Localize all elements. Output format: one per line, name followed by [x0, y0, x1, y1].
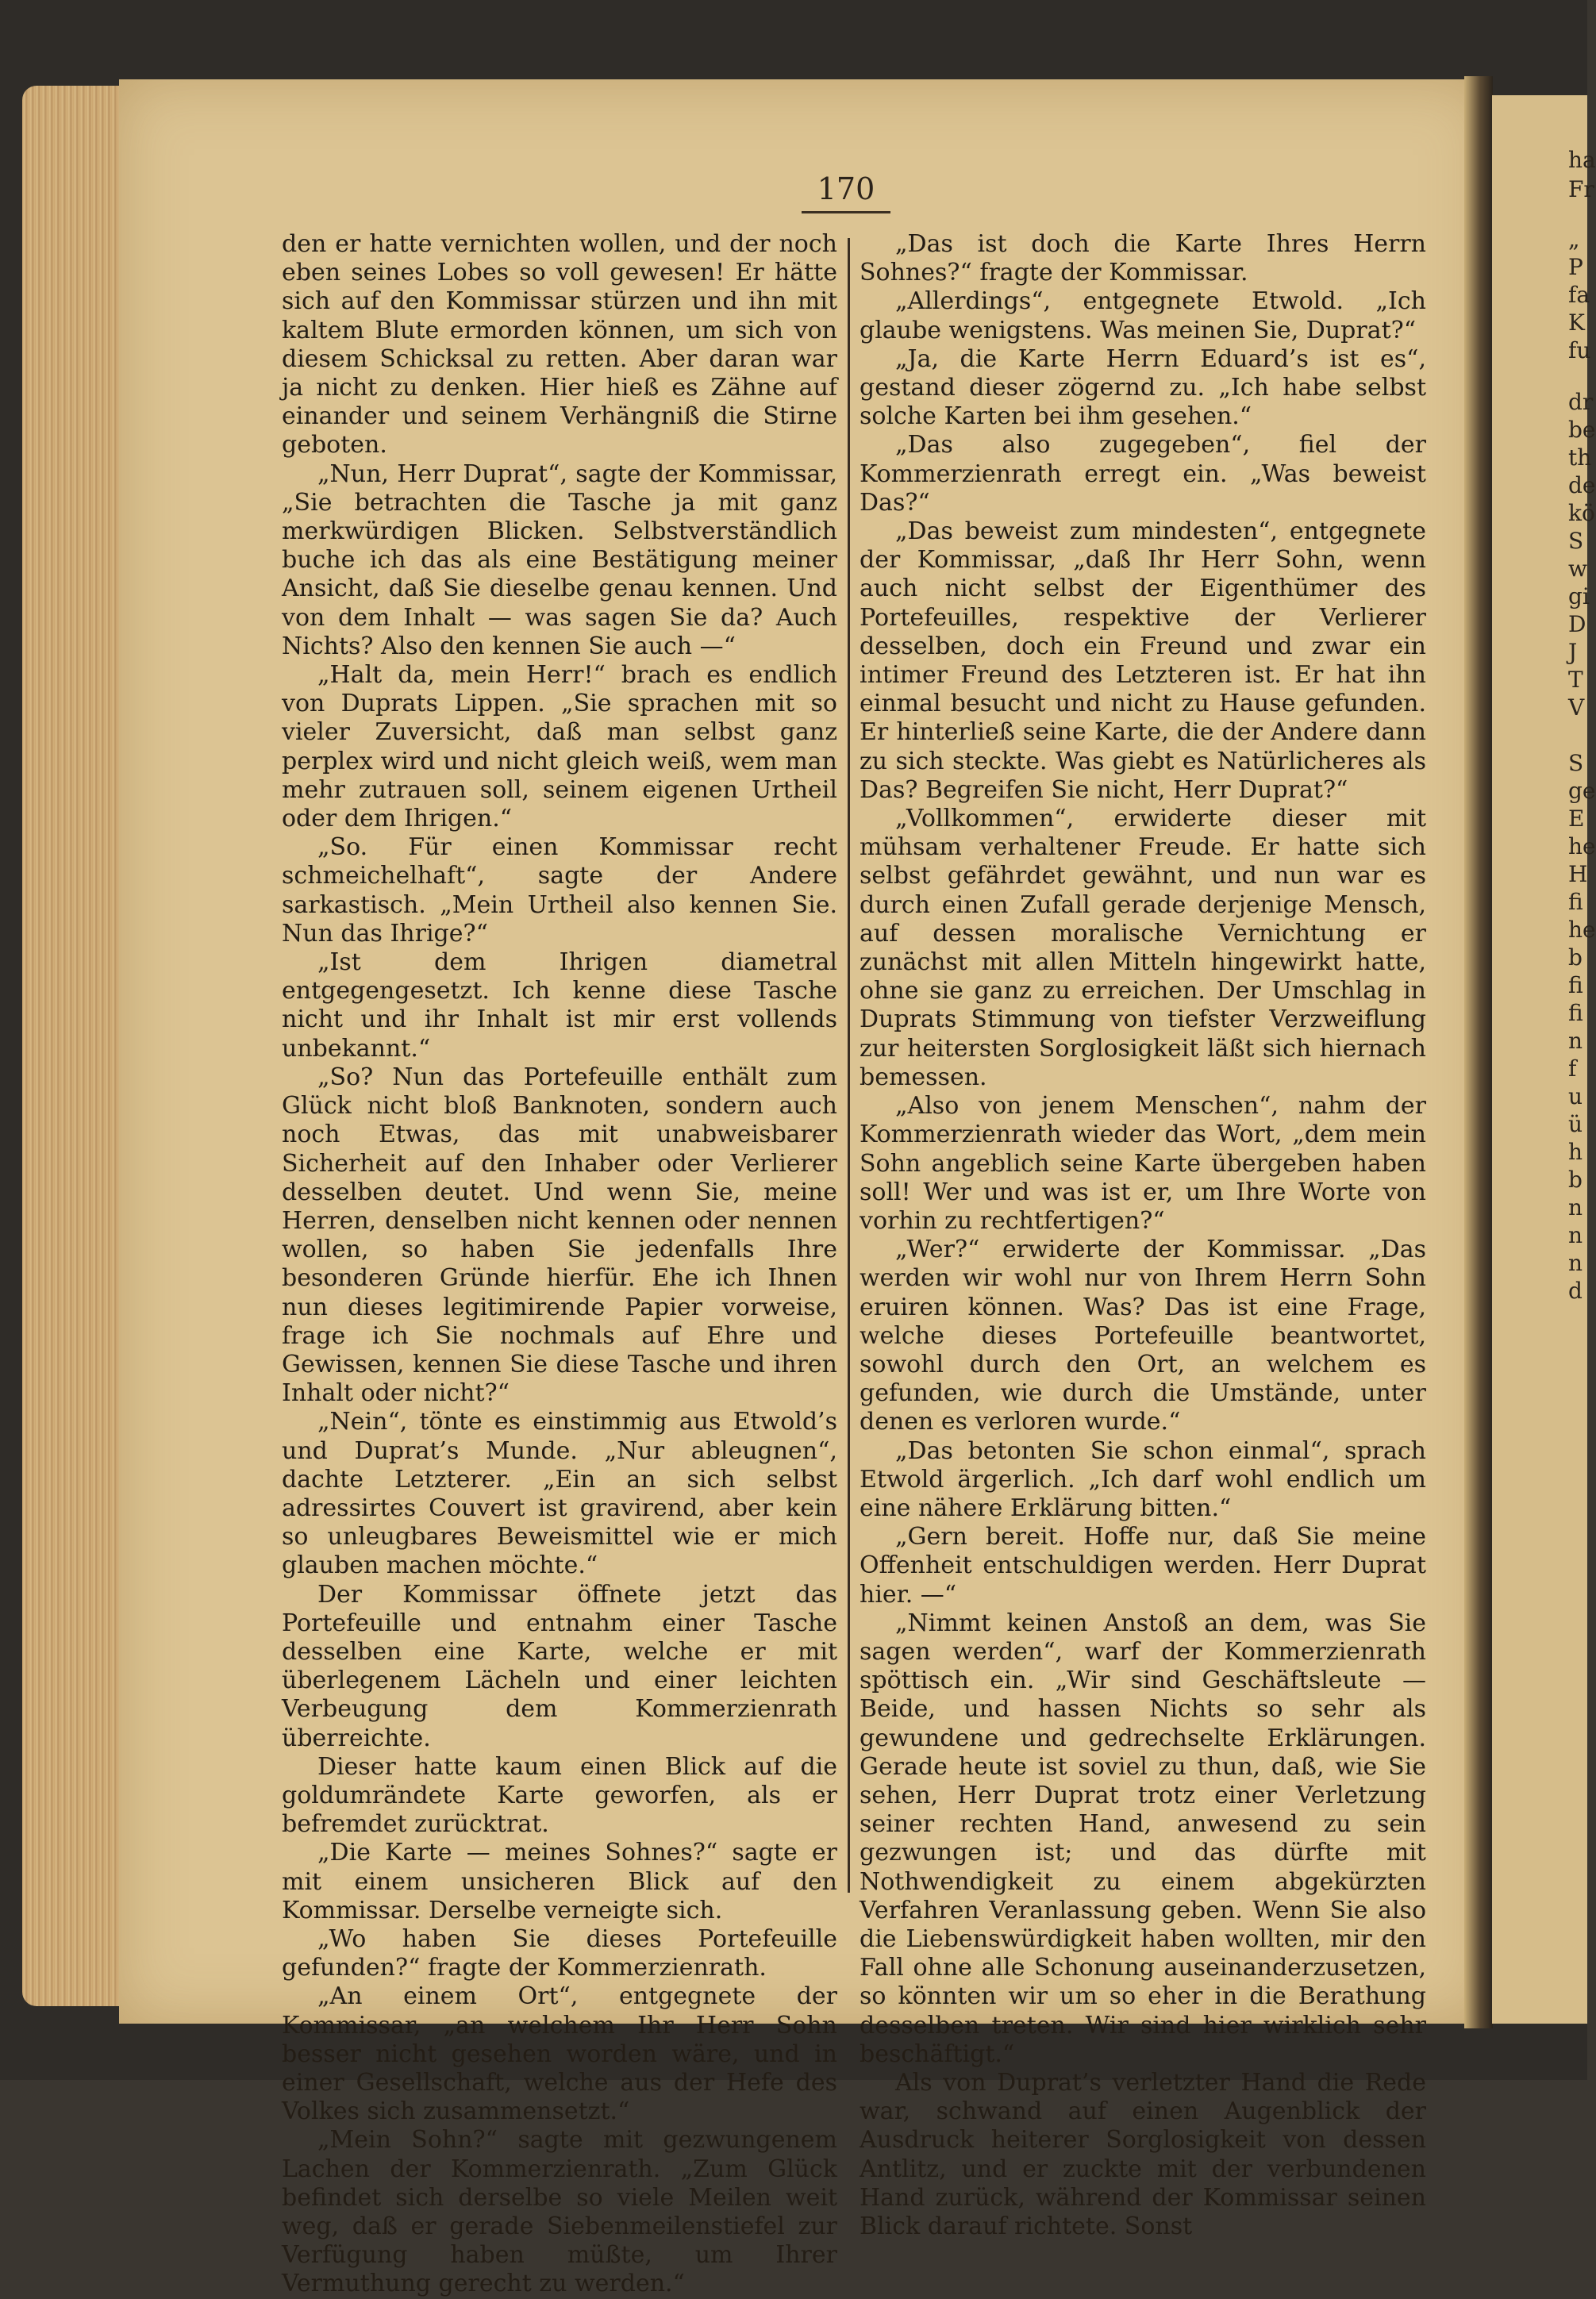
- next-page-text-fragment: n: [1568, 1222, 1583, 1248]
- next-page-text-fragment: n: [1568, 1028, 1583, 1054]
- paragraph: Der Kommissar öffnete jetzt das Portefeuille und entnahm einer Tasche desselben eine Karte, welche er mit überlegenem Lächeln und einer leichten Verbeugung dem Kommerzienrath überreichte.: [282, 1580, 837, 1752]
- next-page-text-fragment: d: [1568, 1278, 1583, 1304]
- next-page-text-fragment: ü: [1568, 1111, 1583, 1137]
- next-page-text-fragment: D: [1568, 611, 1586, 637]
- paragraph: „Ja, die Karte Herrn Eduard’s ist es“, gestand dieser zögernd zu. „Ich habe selbst solche Karten bei ihm gesehen.“: [860, 344, 1426, 431]
- column-divider: [848, 238, 850, 1893]
- next-page-text-fragment: u: [1568, 1083, 1583, 1109]
- paragraph: „Nein“, tönte es einstimmig aus Etwold’s und Duprat’s Munde. „Nur ableugnen“, dachte Letzterer. „Ein an sich selbst adressirtes Couvert ist gravirend, aber kein so unleugbares Beweismittel wie er mich glauben machen möchte.“: [282, 1408, 837, 1580]
- next-page-text-fragment: h: [1568, 1139, 1583, 1165]
- paragraph: Als von Duprat’s verletzter Hand die Rede war, schwand auf einen Augenblick der Ausdruck heiterer Sorglosigkeit von dessen Antlitz, und er zuckte mit der verbundenen Hand zurück, während der Kommissar seinen Blick darauf richtete. Sonst: [860, 2069, 1426, 2241]
- next-page-text-fragment: de: [1568, 472, 1596, 498]
- next-page-text-fragment: „: [1568, 226, 1580, 252]
- next-page-text-fragment: fu: [1568, 337, 1591, 363]
- paragraph: „So. Für einen Kommissar recht schmeichelhaft“, sagte der Andere sarkastisch. „Mein Urtheil also kennen Sie. Nun das Ihrige?“: [282, 833, 837, 948]
- next-page-text-fragment: K: [1568, 309, 1585, 336]
- next-page-text-fragment: w: [1568, 556, 1587, 582]
- next-page-text-fragment: ha: [1568, 147, 1596, 173]
- next-page-text-fragment: J: [1568, 639, 1578, 665]
- paragraph: „Mein Sohn?“ sagte mit gezwungenem Lachen der Kommerzienrath. „Zum Glück befindet sich derselbe so viele Meilen weit weg, daß er gerade Siebenmeilenstiefel zur Verfügung haben müßte, um Ihrer Vermuthung gerecht zu werden.“: [282, 2126, 837, 2298]
- next-page-text-fragment: fi: [1568, 889, 1583, 915]
- next-page-text-fragment: kö: [1568, 500, 1595, 526]
- paragraph: „Wer?“ erwiderte der Kommissar. „Das werden wir wohl nur von Ihrem Herrn Sohn eruiren können. Was? Das ist eine Frage, welche dieses Portefeuille beantwortet, sowohl durch den Ort, an welchem es gefunden, wie durch die Umstände, unter denen es verloren wurde.“: [860, 1236, 1426, 1436]
- next-page-text-fragment: H: [1568, 861, 1588, 887]
- next-page-text-fragment: n: [1568, 1250, 1583, 1276]
- next-page-text-fragment: f: [1568, 1055, 1577, 1082]
- paragraph: „An einem Ort“, entgegnete der Kommissar, „an welchem Ihr Herr Sohn besser nicht gesehen worden wäre, und in einer Gesellschaft, welche aus der Hefe des Volkes sich zusammensetzt.“: [282, 1982, 837, 2126]
- next-page-text-fragment: b: [1568, 944, 1583, 971]
- paragraph: „Das betonten Sie schon einmal“, sprach Etwold ärgerlich. „Ich darf wohl endlich um eine nähere Erklärung bitten.“: [860, 1436, 1426, 1522]
- next-page-text-fragment: th: [1568, 444, 1592, 471]
- page-number: 170: [802, 167, 890, 213]
- next-page-text-fragment: S: [1568, 750, 1584, 776]
- paragraph: „Die Karte — meines Sohnes?“ sagte er mit einem unsicheren Blick auf den Kommissar. Derselbe verneigte sich.: [282, 1839, 837, 1924]
- paragraph: „Nimmt keinen Anstoß an dem, was Sie sagen werden“, warf der Kommerzienrath spöttisch ein. „Wir sind Geschäftsleute — Beide, und hassen Nichts so sehr als gewundene und gedrechselte Erklärungen. Gerade heute ist soviel zu thun, daß, wie Sie sehen, Herr Duprat trotz einer Verletzung seiner rechten Hand, anwesend zu sein gezwungen ist; und das dürfte mit Nothwendigkeit zu einem abgekürzten Verfahren Veranlassung geben. Wenn Sie also die Liebenswürdigkeit haben wollten, mir den Fall ohne alle Schonung auseinanderzusetzen, so könnten wir um so eher in die Berathung desselben treten. Wir sind hier wirklich sehr beschäftigt.“: [860, 1609, 1426, 2068]
- next-page-text-fragment: P: [1568, 254, 1583, 280]
- next-page-text-fragment: n: [1568, 1194, 1583, 1221]
- next-page-text-fragment: fi: [1568, 972, 1583, 998]
- next-page-text-fragment: E: [1568, 805, 1585, 832]
- paragraph: „Das beweist zum mindesten“, entgegnete der Kommissar, „daß Ihr Herr Sohn, wenn auch nicht selbst der Eigenthümer des Portefeuilles, respektive der Verlierer desselben, doch ein Freund und zwar ein intimer Freund des Letzteren ist. Er hat ihn einmal besucht und nicht zu Hause gefunden. Er hinterließ seine Karte, die der Andere dann zu sich steckte. Was giebt es Natürlicheres als Das? Begreifen Sie nicht, Herr Duprat?“: [860, 517, 1426, 804]
- paragraph: „Also von jenem Menschen“, nahm der Kommerzienrath wieder das Wort, „dem mein Sohn angeblich seine Karte übergeben haben soll! Wer und was ist er, um Ihre Worte von vorhin zu rechtfertigen?“: [860, 1092, 1426, 1235]
- next-page-text-fragment: V: [1568, 694, 1585, 721]
- next-page-edge: [1492, 95, 1596, 2024]
- next-page-text-fragment: fa: [1568, 282, 1590, 308]
- next-page-text-fragment: gi: [1568, 583, 1590, 609]
- paragraph: „Das ist doch die Karte Ihres Herrn Sohnes?“ fragte der Kommissar.: [860, 230, 1426, 287]
- next-page-text-fragment: S: [1568, 528, 1584, 554]
- next-page-text-fragment: dr: [1568, 389, 1594, 415]
- next-page-text-fragment: he: [1568, 917, 1596, 943]
- next-page-text-fragment: T: [1568, 667, 1583, 693]
- left-column: [282, 230, 837, 2299]
- next-page-text-fragment: he: [1568, 833, 1596, 859]
- book-gutter: [1464, 76, 1493, 2028]
- next-page-text-fragment: be: [1568, 417, 1596, 443]
- paragraph: den er hatte vernichten wollen, und der noch eben seines Lobes so voll gewesen! Er hätte sich auf den Kommissar stürzen und ihn mit kaltem Blute ermorden können, um sich von diesem Schicksal zu retten. Aber daran war ja nicht zu denken. Hier hieß es Zähne auf einander und seinem Verhängniß die Stirne geboten.: [282, 230, 837, 459]
- paragraph: „Gern bereit. Hoffe nur, daß Sie meine Offenheit entschuldigen werden. Herr Duprat hier. —“: [860, 1523, 1426, 1609]
- next-page-text-fragment: fi: [1568, 1000, 1583, 1026]
- paragraph: „Nun, Herr Duprat“, sagte der Kommissar, „Sie betrachten die Tasche ja mit ganz merkwürdigen Blicken. Selbstverständlich buche ich das als eine Bestätigung meiner Ansicht, daß Sie dieselbe genau kennen. Und von dem Inhalt — was sagen Sie da? Auch Nichts? Also den kennen Sie auch —“: [282, 459, 837, 660]
- paragraph: „Allerdings“, entgegnete Etwold. „Ich glaube wenigstens. Was meinen Sie, Duprat?“: [860, 287, 1426, 344]
- next-page-text-fragment: ge: [1568, 778, 1596, 804]
- paragraph: „Ist dem Ihrigen diametral entgegengesetzt. Ich kenne diese Tasche nicht und ihr Inhalt ist mir erst vollends unbekannt.“: [282, 948, 837, 1063]
- paragraph: „Das also zugegeben“, fiel der Kommerzienrath erregt ein. „Was beweist Das?“: [860, 431, 1426, 517]
- right-column: [860, 230, 1426, 2241]
- paragraph: „Halt da, mein Herr!“ brach es endlich von Duprats Lippen. „Sie sprachen mit so vieler Zuversicht, daß man selbst ganz perplex wird und nicht gleich weiß, wem man mehr zutrauen soll, seinem eigenen Urtheil oder dem Ihrigen.“: [282, 661, 837, 833]
- paragraph: „Vollkommen“, erwiderte dieser mit mühsam verhaltener Freude. Er hatte sich selbst gefährdet gewähnt, und nun war es durch einen Zufall gerade derjenige Mensch, auf dessen moralische Vernichtung er zunächst mit allen Mitteln hingewirkt hatte, ohne sie ganz zu erreichen. Der Umschlag in Duprats Stimmung von tiefster Verzweiflung zur heitersten Sorglosigkeit läßt sich hiernach bemessen.: [860, 805, 1426, 1091]
- next-page-text-fragment: Fr: [1568, 176, 1594, 202]
- paragraph: „Wo haben Sie dieses Portefeuille gefunden?“ fragte der Kommerzienrath.: [282, 1924, 837, 1982]
- paragraph: Dieser hatte kaum einen Blick auf die goldumrändete Karte geworfen, als er befremdet zurücktrat.: [282, 1752, 837, 1839]
- next-page-text-fragment: b: [1568, 1167, 1583, 1193]
- paragraph: „So? Nun das Portefeuille enthält zum Glück nicht bloß Banknoten, sondern auch noch Etwas, das mit unabweisbarer Sicherheit auf den Inhaber oder Verlierer desselben deutet. Und wenn Sie, meine Herren, denselben nicht kennen oder nennen wollen, so haben Sie jedenfalls Ihre besonderen Gründe hierfür. Ehe ich Ihnen nun dieses legitimirende Papier vorweise, frage ich Sie nochmals auf Ehre und Gewissen, kennen Sie diese Tasche und ihren Inhalt oder nicht?“: [282, 1063, 837, 1408]
